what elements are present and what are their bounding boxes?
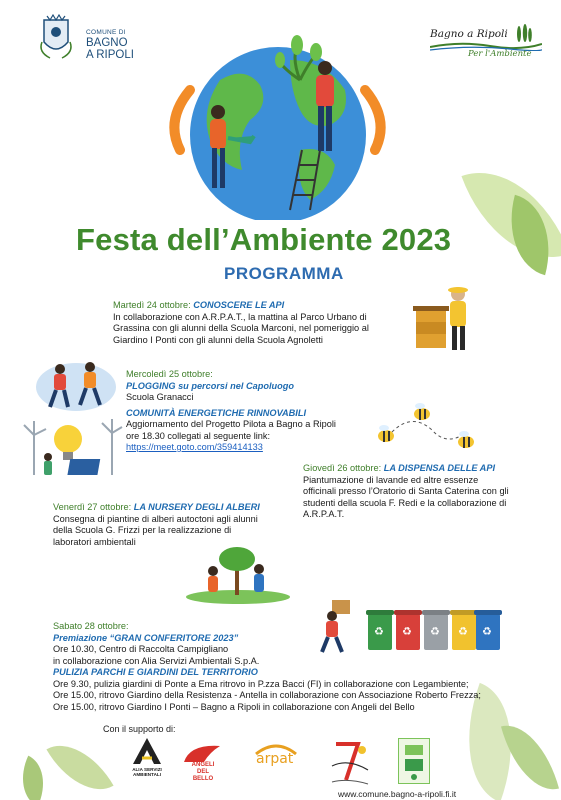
event-date: Mercoledì 25 ottobre: [126,369,213,379]
meeting-link[interactable]: https://meet.goto.com/359414133 [126,442,263,452]
event-line: Giardino I Ponti con gli alunni della Scuola Agnoletti [113,334,323,345]
comune-name-line-2: A RIPOLI [86,48,134,61]
roberto-frezza-logo [328,736,372,788]
event-saturday [53,621,481,713]
event-name: COMUNITÀ ENERGETICHE RINNOVABILI [126,407,307,418]
event-name: PLOGGING su percorsi nel Capoluogo [126,380,294,391]
angeli-del-bello-logo [180,742,224,788]
sponsor-green-logo [398,738,430,784]
leaf-decoration-bottom-left-2 [11,756,56,800]
event-line: Scuola Granacci [126,392,194,402]
alia-label: ALIA SERVIZI AMBIENTALI [132,767,162,778]
event-line: Piantumazione di lavande ed altre essenze [303,474,479,485]
earth-hero-illustration [150,30,400,220]
alia-logo [130,736,164,782]
bees-illustration [372,402,482,454]
website-link[interactable]: www.comune.bagno-a-ripoli.fi.it [338,789,457,799]
support-label: Con il supporto di: [103,724,176,734]
comune-crest-icon [36,12,76,64]
event-line: Consegna di piantine di alberi autoctoni agli alunni [53,513,258,524]
event-line: ore 18.30 collegati al seguente link: [126,430,271,441]
event-line: studenti della scuola F. Redi e la collaborazione di [303,497,507,508]
angeli-label-3: BELLO [192,776,214,782]
event-date: Venerdì 27 ottobre: [53,502,132,512]
red-wing-icon [180,742,224,764]
brand-logo [430,24,542,64]
event-date: Sabato 28 ottobre: [53,621,129,631]
event-tuesday [113,300,369,346]
event-line: Aggiornamento del Progetto Pilota a Bagno a Ripoli [126,419,336,429]
event-line: Ore 15.00, ritrovo Giardino della Resistenza - Antella in collaborazione con Associazione Roberto Frezza; [53,690,481,700]
beekeeper-illustration [410,282,478,354]
event-line: Ore 10.30, Centro di Raccolta Campigliano [53,644,229,654]
event-line: della Scuola G. Frizzi per la realizzazione di [53,525,232,535]
event-line: laboratori ambientali [53,536,136,547]
event-date: Giovedì 26 ottobre: [303,463,382,473]
brand-title: Bagno a Ripoli [430,28,508,40]
event-name: CONOSCERE LE API [193,300,285,310]
recycling-bin-red-icon: ♻ [396,614,420,650]
recycling-bin-yellow-icon: ♻ [452,614,476,650]
event-line: in collaborazione con Alia Servizi Ambientali S.p.A. [53,655,260,666]
page-subtitle: PROGRAMMA [224,264,344,283]
arpat-label: arpat [256,751,294,767]
tree-planting-illustration [185,545,291,605]
brand-subtitle: Per l'Ambiente [468,49,532,59]
event-line: officinali presso l’Oratorio di Santa Caterina con gli [303,486,509,496]
event-friday [53,502,260,548]
leaf-decoration-bottom-left [46,729,113,800]
page-title: Festa dell’Ambiente 2023 [76,222,452,257]
recycling-bin-grey-icon: ♻ [424,614,448,650]
event-name: Premiazione “GRAN CONFERITORE 2023” [53,632,239,643]
renewable-energy-illustration [20,415,124,483]
angeli-label-1: ANGELI [191,762,215,768]
runners-illustration [34,355,118,415]
arpat-logo [252,742,300,770]
event-thursday [303,463,509,521]
recycling-bin-blue-icon: ♻ [476,614,500,650]
event-line: Ore 15.00, ritrovo Giardino I Ponti – Bagno a Ripoli in collaborazione con Angeli del Bello [53,701,415,712]
alia-a-icon [130,736,164,766]
event-line: Grassina con gli alunni della Scuola Marconi, nel pomeriggio al [113,323,369,333]
comune-name [86,30,134,61]
recycling-bin-green-icon: ♻ [368,614,392,650]
event-name: LA NURSERY DEGLI ALBERI [133,502,260,512]
event-line: Ore 9.30, pulizia giardini di Ponte a Ema ritrovo in P.zza Bacci (FI) in collaborazione con Legambiente; [53,678,469,689]
comune-name-line-1: BAGNO [86,36,128,49]
event-wednesday [126,369,336,454]
event-line: A.R.P.A.T. [303,509,345,519]
event-line: In collaborazione con A.R.P.A.T., la mattina al Parco Urbano di [113,311,367,322]
cypress-trees-icon [514,24,534,42]
comune-small-label: COMUNE DI [86,29,126,36]
event-name: LA DISPENSA DELLE API [383,463,495,473]
event-date: Martedì 24 ottobre: [113,300,191,310]
angeli-label-2: DEL [197,769,209,775]
event-name: PULIZIA PARCHI E GIARDINI DEL TERRITORIO [53,667,258,677]
